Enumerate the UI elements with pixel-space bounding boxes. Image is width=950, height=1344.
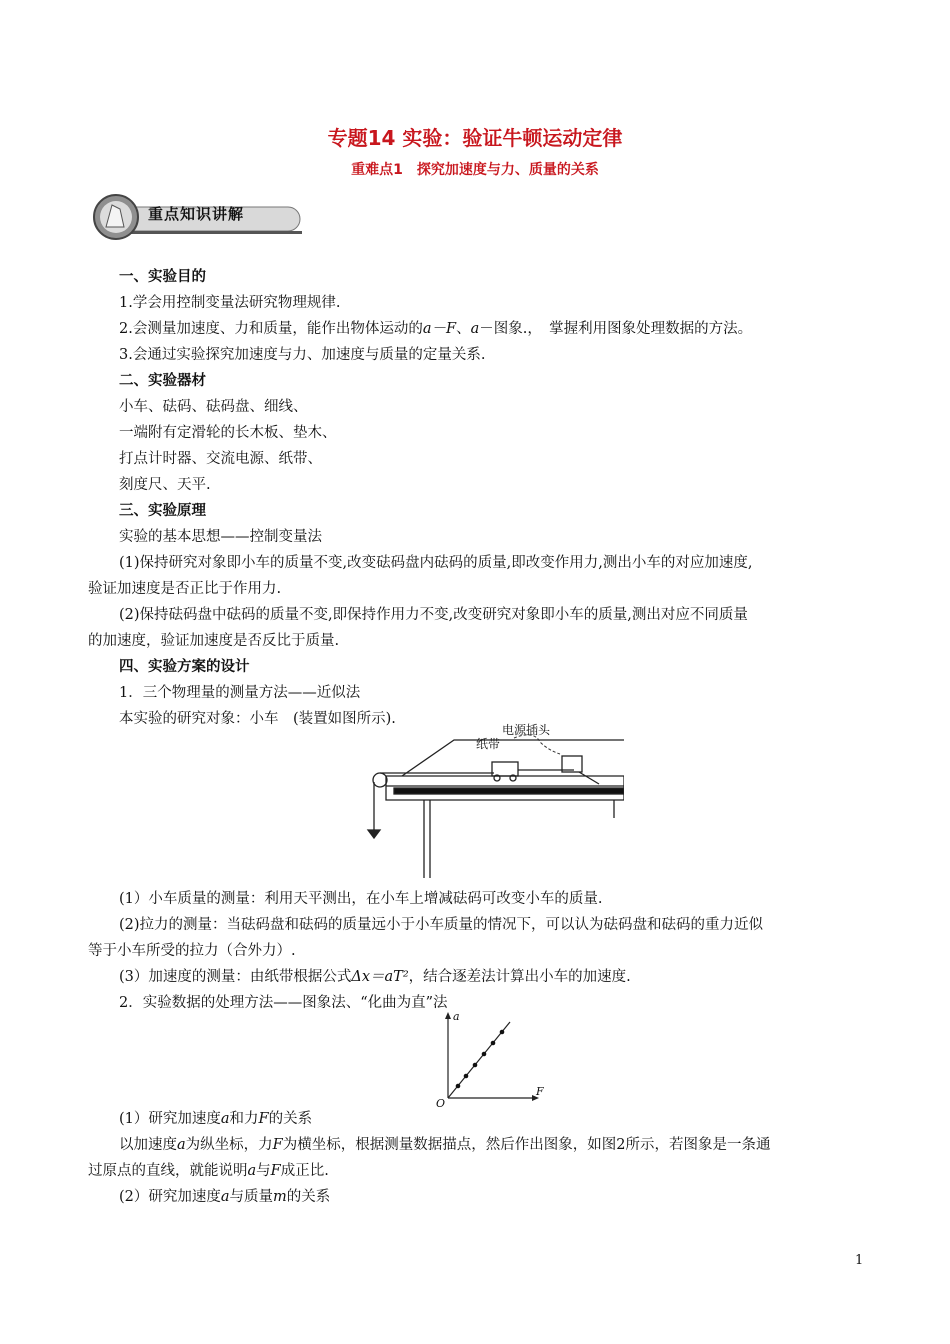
measure-force-b: 等于小车所受的拉力（合外力）. xyxy=(88,943,296,959)
measure-accel xyxy=(119,967,631,987)
heading-equipment: 二、实验器材 xyxy=(119,373,206,389)
measure-accel-c: ，结合逐差法计算出小车的加速度. xyxy=(408,969,631,985)
relation-am xyxy=(119,1187,330,1207)
a-f-graph xyxy=(428,1010,553,1108)
var-f: F xyxy=(258,1111,269,1127)
text-span: 过原点的直线，就能说明 xyxy=(88,1163,248,1179)
equipment-item: 打点计时器、交流电源、纸带、 xyxy=(119,451,322,467)
principle-2b: 的加速度，验证加速度是否反比于质量. xyxy=(88,633,340,649)
page-title: 专题14 实验：验证牛顿运动定律 xyxy=(327,126,623,150)
text-span: 的关系 xyxy=(268,1111,313,1127)
text-span: 的关系 xyxy=(286,1189,331,1205)
measure-mass: (1）小车质量的测量：利用天平测出，在小车上增减砝码可改变小车的质量. xyxy=(119,891,603,907)
purpose-2-c: 、 xyxy=(456,321,471,337)
heading-design: 四、实验方案的设计 xyxy=(119,659,250,675)
text-span: 以加速度 xyxy=(119,1137,177,1153)
heading-purpose: 一、实验目的 xyxy=(119,269,206,285)
origin-label: O xyxy=(436,1097,446,1108)
purpose-2-e: －图象.， 掌握利用图象处理数据的方法。 xyxy=(479,321,753,337)
heading-principle: 三、实验原理 xyxy=(119,503,206,519)
board-edge xyxy=(394,788,624,794)
equipment-item: 刻度尺、天平. xyxy=(119,477,211,493)
text-span: 与 xyxy=(256,1163,271,1179)
formula: Δx＝aT² xyxy=(351,969,409,985)
section-banner xyxy=(92,193,302,243)
purpose-2-a: 2.会测量加速度、力和质量，能作出物体运动的 xyxy=(119,321,423,337)
label-power-plug: 电源插头 xyxy=(502,723,551,737)
text-span: (2）研究加速度 xyxy=(119,1189,221,1205)
text-span: 成正比. xyxy=(280,1163,329,1179)
var-f: F xyxy=(270,1163,281,1179)
equipment-item: 一端附有定滑轮的长木板、垫木、 xyxy=(119,425,337,441)
principle-2a: (2)保持砝码盘中砝码的质量不变,即保持作用力不变,改变研究对象即小车的质量,测出对应不同质量 xyxy=(119,607,748,623)
var-a: a xyxy=(220,1111,230,1127)
page-number: 1 xyxy=(855,1253,864,1268)
text-span: (1）研究加速度 xyxy=(119,1111,221,1127)
text-span: 为横坐标，根据测量数据描点，然后作出图象，如图2所示，若图象是一条通 xyxy=(282,1137,771,1153)
text-span: 和力 xyxy=(229,1111,259,1127)
purpose-2-d: a xyxy=(470,321,480,337)
relation-af xyxy=(119,1109,312,1129)
apparatus-figure xyxy=(364,720,624,880)
text-span: 为纵坐标，力 xyxy=(185,1137,273,1153)
var-a: a xyxy=(177,1137,186,1153)
principle-intro: 实验的基本思想——控制变量法 xyxy=(119,529,322,545)
equipment-item: 小车、砝码、砝码盘、细线、 xyxy=(119,399,308,415)
measure-accel-a: (3）加速度的测量：由纸带根据公式 xyxy=(119,969,352,985)
purpose-3: 3.会通过实验探究加速度与力、加速度与质量的定量关系. xyxy=(119,347,486,363)
design-1: 1．三个物理量的测量方法——近似法 xyxy=(119,685,361,701)
relation-af-desc-1 xyxy=(119,1135,770,1155)
weight-pan xyxy=(368,830,380,838)
var-a: a xyxy=(247,1163,257,1179)
purpose-2-b: a－F xyxy=(422,321,457,337)
design-object: 本实验的研究对象：小车 (装置如图所示). xyxy=(119,711,396,727)
x-axis-label: F xyxy=(536,1085,544,1098)
principle-1b: 验证加速度是否正比于作用力. xyxy=(88,581,282,597)
principle-1a: (1)保持研究对象即小车的质量不变,改变砝码盘内砝码的质量,即改变作用力,测出小车的对应加速度, xyxy=(119,555,753,571)
pulley xyxy=(373,773,387,787)
relation-af-desc-2 xyxy=(88,1161,329,1181)
y-axis-label: a xyxy=(453,1010,460,1023)
banner-label: 重点知识讲解 xyxy=(148,205,245,223)
text-span: 与质量 xyxy=(229,1189,274,1205)
measure-force-a: (2)拉力的测量：当砝码盘和砝码的质量远小于小车质量的情况下，可以认为砝码盘和砝码的重力近似 xyxy=(119,917,764,933)
var-a: a xyxy=(220,1189,230,1205)
data-method: 2．实验数据的处理方法——图象法、“化曲为直”法 xyxy=(119,995,448,1011)
var-f: F xyxy=(272,1137,283,1153)
page-subtitle: 重难点1 探究加速度与力、质量的关系 xyxy=(351,162,599,178)
purpose-2 xyxy=(119,319,752,339)
cart xyxy=(492,762,518,776)
label-paper-tape: 纸带 xyxy=(476,737,501,751)
purpose-1: 1.学会用控制变量法研究物理规律. xyxy=(119,295,341,311)
var-m: m xyxy=(273,1189,287,1205)
